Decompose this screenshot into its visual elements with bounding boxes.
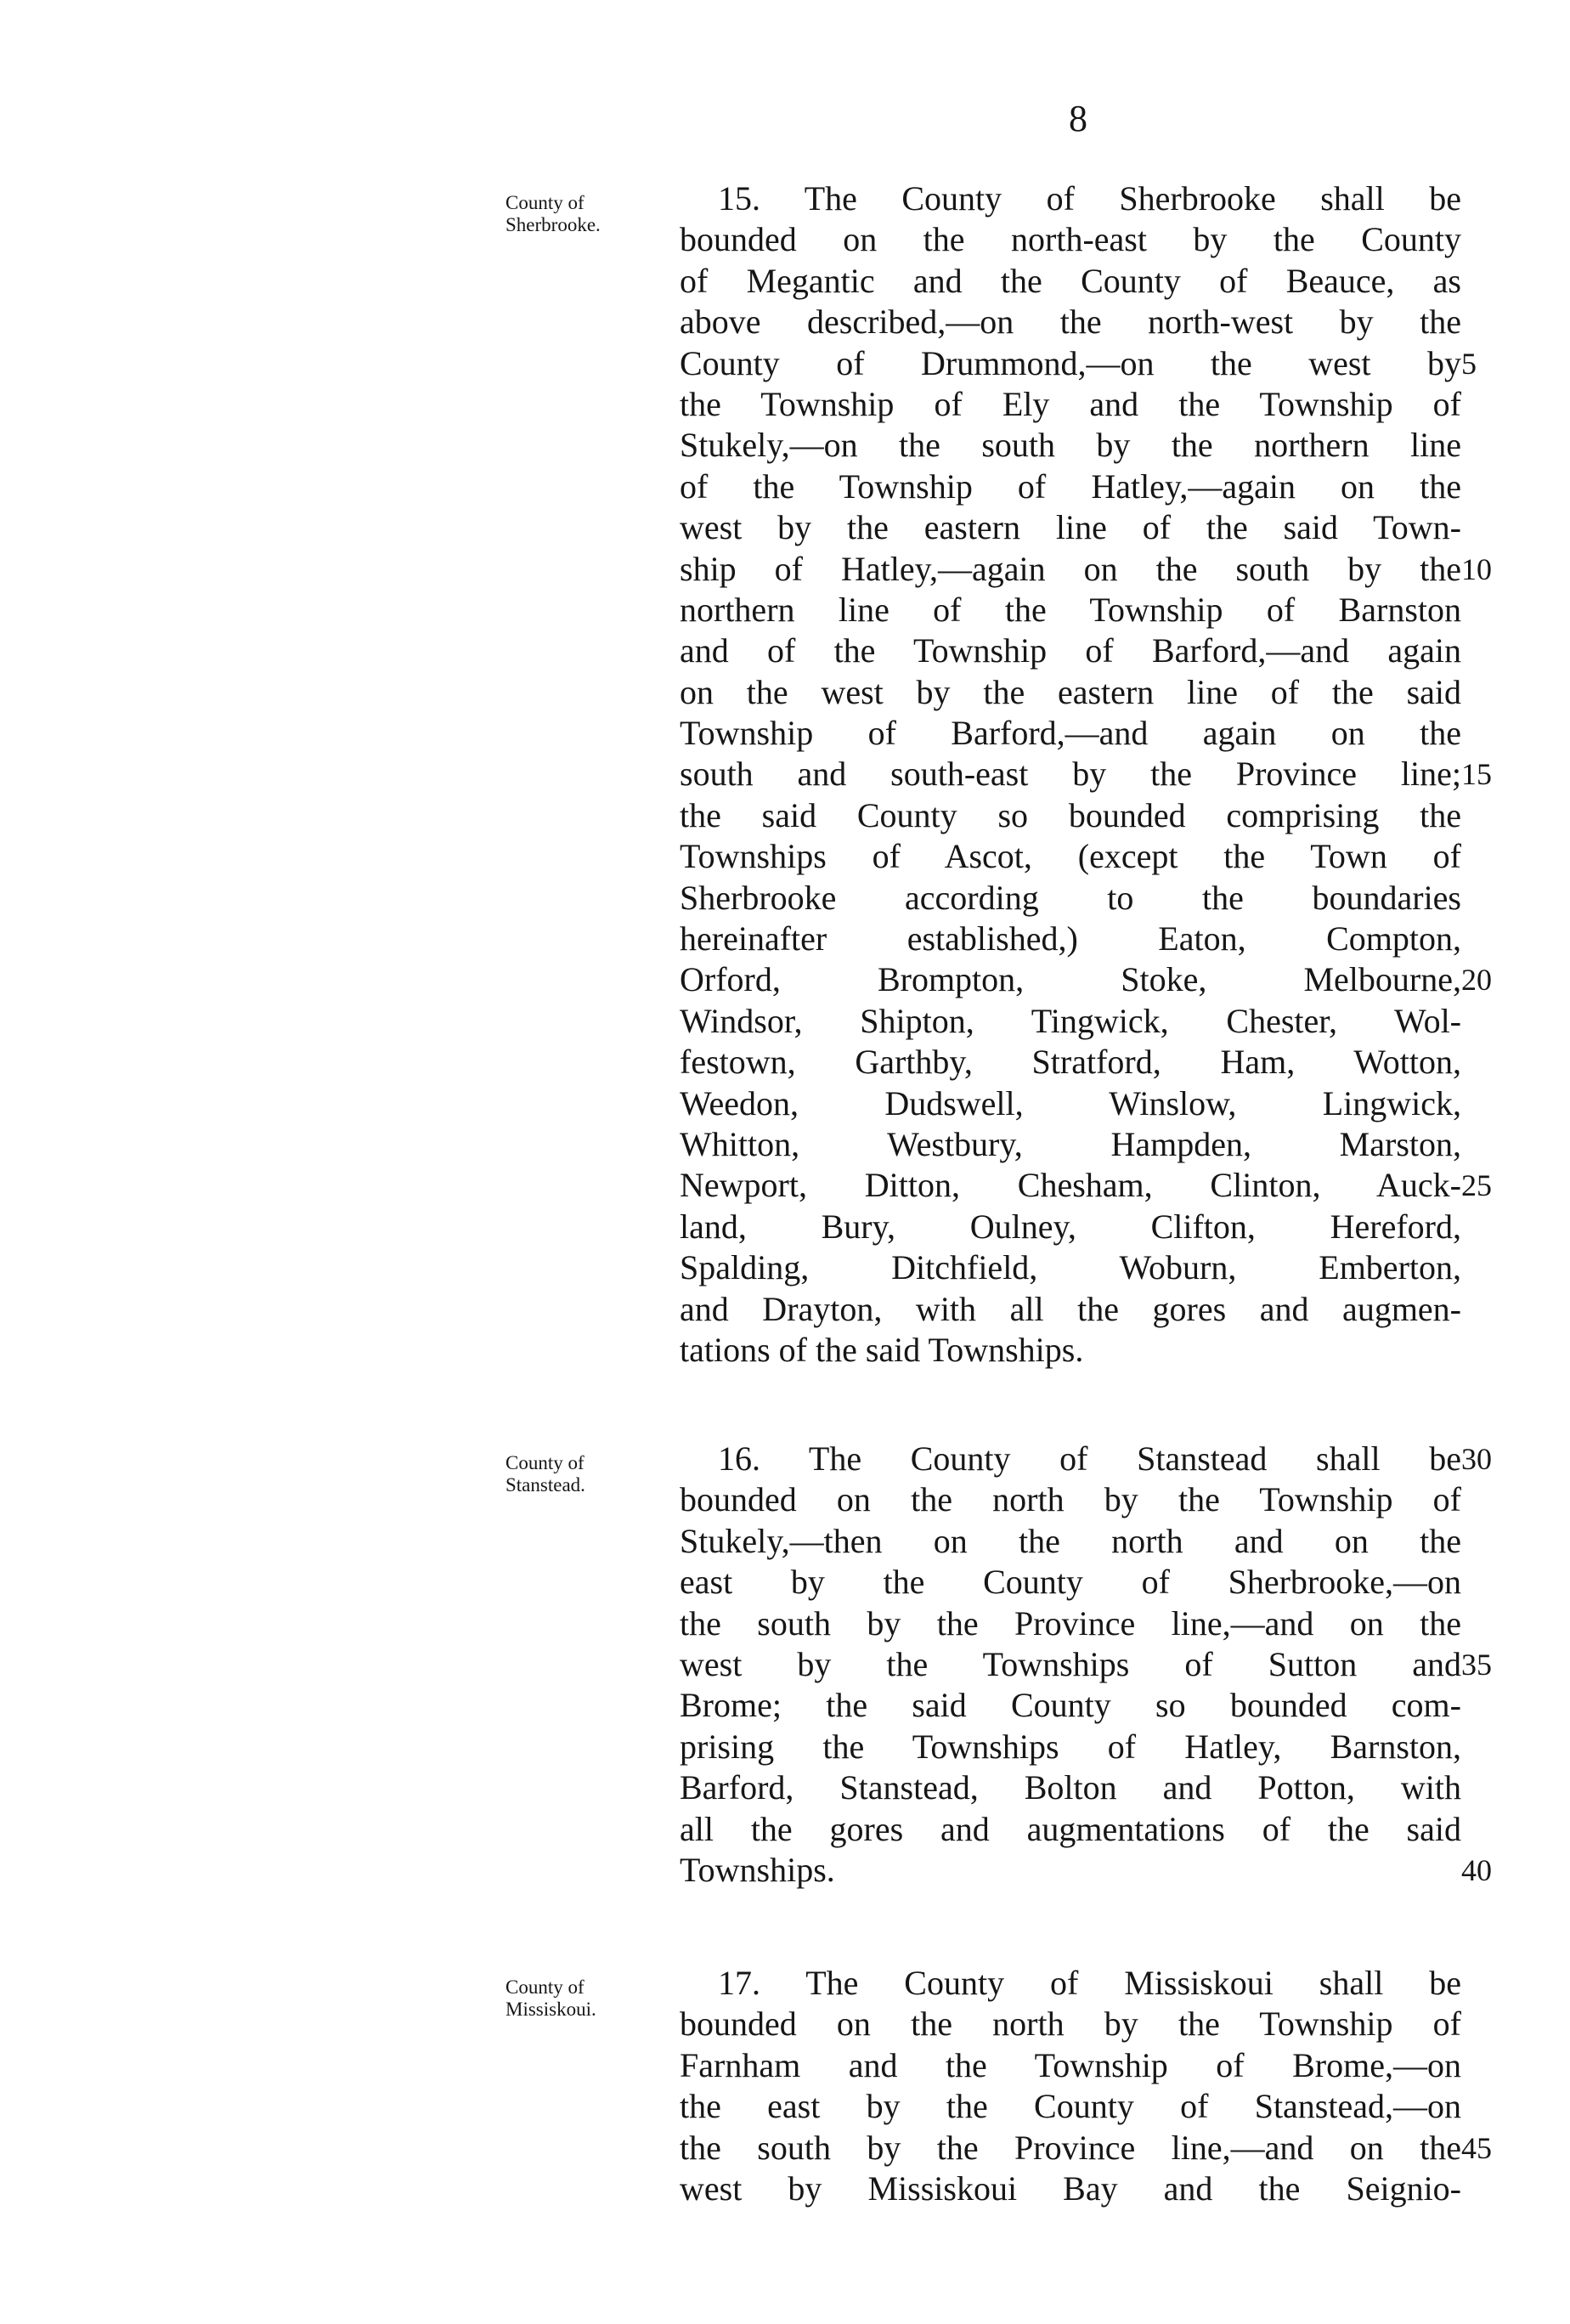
margin-note — [505, 192, 601, 236]
line-text: the south by the Province line,—and on the — [680, 2128, 1461, 2167]
line-text: land, Bury, Oulney, Clifton, Hereford, — [680, 1207, 1461, 1246]
paragraph — [680, 1439, 1492, 1891]
line-number: 25 — [1461, 1168, 1492, 1203]
text-line — [680, 384, 1461, 425]
line-text: Whitton, Westbury, Hampden, Marston, — [680, 1124, 1461, 1163]
text-line — [680, 1289, 1461, 1330]
margin-note-line: Missiskoui. — [505, 1999, 596, 2020]
text-line — [680, 261, 1461, 302]
line-text: bounded on the north-east by the County — [680, 220, 1461, 259]
line-number: 20 — [1461, 963, 1492, 998]
line-text: Stukely,—on the south by the northern line — [680, 426, 1461, 465]
line-text: tations of the said Townships. — [680, 1330, 1084, 1369]
line-text: and Drayton, with all the gores and augmen- — [680, 1289, 1461, 1328]
line-text: Brome; the said County so bounded com- — [680, 1686, 1461, 1725]
text-line — [680, 1247, 1461, 1288]
line-text: Orford, Brompton, Stoke, Melbourne, — [680, 960, 1461, 999]
line-number: 30 — [1461, 1442, 1492, 1476]
line-text: west by the eastern line of the said Town- — [680, 508, 1461, 547]
line-text: festown, Garthby, Stratford, Ham, Wotton, — [680, 1043, 1461, 1082]
line-text: Weedon, Dudswell, Winslow, Lingwick, — [680, 1083, 1461, 1122]
margin-note-line: Sherbrooke. — [505, 214, 601, 235]
line-text: Barford, Stanstead, Bolton and Potton, with — [680, 1768, 1461, 1807]
line-text: prising the Townships of Hatley, Barnston, — [680, 1727, 1461, 1766]
text-line — [680, 1809, 1461, 1850]
margin-note-line: Stanstead. — [505, 1474, 585, 1496]
paragraph — [680, 1963, 1492, 2209]
text-line — [680, 2004, 1461, 2044]
text-line — [680, 1521, 1461, 1562]
line-text: 16. The County of Stanstead shall be — [718, 1439, 1461, 1478]
text-line — [680, 713, 1461, 754]
text-line — [680, 466, 1461, 507]
text-line — [680, 178, 1461, 219]
line-text: west by the Townships of Sutton and — [680, 1644, 1461, 1683]
text-line — [680, 1330, 1461, 1371]
margin-note-line: County of — [505, 1976, 585, 1998]
line-text: all the gores and augmentations of the said — [680, 1809, 1461, 1848]
line-text: Townships of Ascot, (except the Town of — [680, 837, 1461, 876]
text-line — [680, 2086, 1461, 2127]
text-line — [680, 795, 1461, 836]
line-text: the said County so bounded comprising the — [680, 795, 1461, 834]
text-line — [680, 219, 1461, 260]
text-line — [680, 1001, 1461, 1042]
line-text: above described,—on the north-west by the — [680, 303, 1461, 342]
line-text: of the Township of Hatley,—again on the — [680, 466, 1461, 506]
line-text: west by Missiskoui Bay and the Seignio- — [680, 2169, 1461, 2208]
line-text: Township of Barford,—and again on the — [680, 714, 1461, 753]
line-text: 15. The County of Sherbrooke shall be — [718, 179, 1461, 218]
line-text: the east by the County of Stanstead,—on — [680, 2087, 1461, 2126]
line-number: 40 — [1461, 1852, 1492, 1887]
line-text: Spalding, Ditchfield, Woburn, Emberton, — [680, 1248, 1461, 1287]
text-line — [680, 590, 1461, 630]
text-line — [680, 507, 1461, 548]
line-number: 5 — [1461, 346, 1477, 381]
margin-note-line: County of — [505, 192, 585, 213]
text-line — [680, 754, 1492, 794]
text-line — [680, 549, 1492, 590]
line-text: Farnham and the Township of Brome,—on — [680, 2045, 1461, 2084]
text-line — [680, 1479, 1461, 1520]
line-text: Newport, Ditton, Chesham, Clinton, Auck- — [680, 1166, 1461, 1205]
line-text: hereinafter established,) Eaton, Compton, — [680, 919, 1461, 958]
line-text: and of the Township of Barford,—and again — [680, 631, 1461, 670]
text-line — [680, 343, 1477, 384]
text-line — [680, 1165, 1492, 1206]
text-line — [680, 1207, 1461, 1247]
text-line — [680, 302, 1461, 342]
line-text: bounded on the north by the Township of — [680, 1480, 1461, 1519]
text-line — [680, 1850, 1492, 1891]
text-line — [680, 1644, 1492, 1685]
line-number: 15 — [1461, 757, 1492, 792]
text-line — [680, 1767, 1461, 1808]
line-number: 35 — [1461, 1647, 1492, 1682]
text-line — [680, 1727, 1461, 1767]
line-text: ship of Hatley,—again on the south by the — [680, 549, 1461, 588]
margin-note — [505, 1976, 596, 2021]
line-text: Sherbrooke according to the boundaries — [680, 878, 1461, 917]
line-text: Townships. — [680, 1850, 835, 1889]
margin-note — [505, 1452, 585, 1496]
line-text: northern line of the Township of Barnston — [680, 590, 1461, 629]
line-text: County of Drummond,—on the west by — [680, 343, 1461, 382]
line-text: 17. The County of Missiskoui shall be — [718, 1964, 1461, 2002]
paragraph — [680, 178, 1492, 1371]
line-text: east by the County of Sherbrooke,—on — [680, 1563, 1461, 1602]
line-number: 10 — [1461, 551, 1492, 586]
text-line — [680, 1562, 1461, 1603]
text-line — [680, 1439, 1492, 1479]
line-text: Windsor, Shipton, Tingwick, Chester, Wol- — [680, 1001, 1461, 1040]
text-line — [680, 1083, 1461, 1124]
text-line — [680, 1042, 1461, 1083]
page-number: 8 — [1069, 98, 1087, 139]
text-line — [680, 2169, 1461, 2209]
text-line — [680, 630, 1461, 671]
line-text: south and south-east by the Province line; — [680, 755, 1461, 794]
line-text: the Township of Ely and the Township of — [680, 384, 1461, 423]
text-line — [680, 672, 1461, 713]
text-line — [680, 919, 1461, 959]
text-line — [680, 1124, 1461, 1165]
text-line — [680, 2128, 1492, 2169]
text-line — [680, 425, 1461, 466]
line-text: bounded on the north by the Township of — [680, 2005, 1461, 2044]
text-line — [680, 959, 1492, 1000]
line-text: the south by the Province line,—and on the — [680, 1603, 1461, 1643]
line-text: of Megantic and the County of Beauce, as — [680, 261, 1461, 300]
text-line — [680, 2045, 1461, 2086]
text-line — [680, 1963, 1461, 2004]
text-line — [680, 1603, 1461, 1644]
text-line — [680, 836, 1461, 877]
line-number: 45 — [1461, 2130, 1492, 2165]
text-line — [680, 1685, 1461, 1726]
line-text: Stukely,—then on the north and on the — [680, 1521, 1461, 1560]
text-line — [680, 878, 1461, 919]
margin-note-line: County of — [505, 1452, 585, 1473]
line-text: on the west by the eastern line of the said — [680, 672, 1461, 711]
